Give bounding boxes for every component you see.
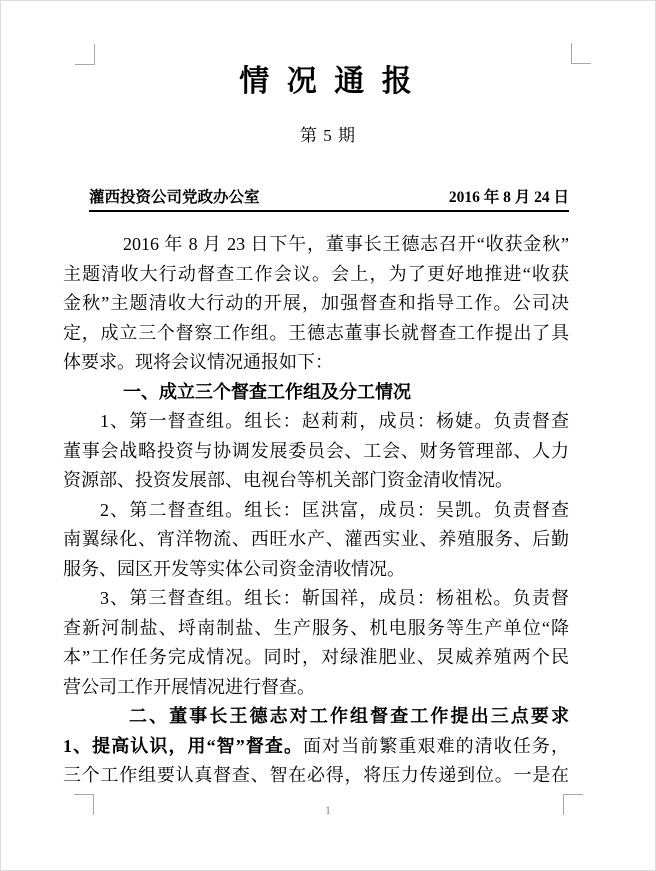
body-text: 1、第一督查组。组长：赵莉莉，成员：杨婕。负责督查 [100, 411, 569, 431]
body-text: 2016 年 8 月 23 日下午，董事长王德志召开“收获金秋” [123, 234, 569, 254]
body-line [63, 289, 569, 319]
body-text: 资源部、投资发展部、电视台等机关部门资金清收情况。 [63, 470, 513, 490]
body-line [63, 437, 569, 467]
masthead [89, 185, 569, 207]
body-text: 查新河制盐、埒南制盐、生产服务、机电服务等生产单位“降 [63, 617, 569, 638]
body-line [63, 614, 569, 644]
body-line [63, 555, 569, 585]
body-line [63, 496, 569, 526]
masthead-date: 2016 年 8 月 24 日 [448, 189, 569, 206]
body-line [63, 230, 569, 260]
body-line [63, 761, 569, 791]
body-text-bold: 一、成立三个督查工作组及分工情况 [123, 381, 411, 402]
body-text: 三个工作组要认真督查、智在必得，将压力传递到位。一是在 [63, 765, 569, 785]
body-text-bold: 二、董事长王德志对工作组督查工作提出三点要求 [129, 706, 569, 726]
document-body [63, 230, 569, 791]
masthead-issuer: 灌西投资公司党政办公室 [89, 189, 260, 206]
body-text: 本”工作任务完成情况。同时，对绿淮肥业、炅威养殖两个民 [63, 647, 569, 667]
body-line [63, 732, 569, 762]
body-line [63, 702, 569, 732]
document-title: 情 况 通 报 [239, 65, 417, 98]
body-line [63, 260, 569, 290]
body-line [63, 378, 569, 408]
body-text-bold: 1、提高认识，用“智”督查。 [63, 735, 304, 756]
masthead-rule [89, 210, 569, 212]
body-text: 金秋”主题清收大行动的开展，加强督查和指导工作。公司决 [63, 293, 569, 313]
body-line [63, 348, 569, 378]
body-text: 营公司工作开展情况进行督查。 [63, 676, 315, 697]
body-text: 面对当前繁重艰难的清收任务， [303, 735, 570, 756]
body-line [63, 584, 569, 614]
body-text: 2、第二督查组。组长：匡洪富，成员：吴凯。负责督查 [100, 499, 569, 520]
body-line [63, 319, 569, 349]
issue-number: 第 5 期 [300, 126, 356, 145]
body-text: 董事会战略投资与协调发展委员会、工会、财务管理部、人力 [63, 440, 569, 461]
page-number: 1 [325, 803, 331, 817]
body-text: 主题清收大行动督查工作会议。会上，为了更好地推进“收获 [63, 263, 569, 284]
body-text: 体要求。现将会议情况通报如下： [63, 352, 333, 372]
body-line [63, 643, 569, 673]
body-line [63, 466, 569, 496]
body-text: 南翼绿化、宵洋物流、西旺水产、灌西实业、养殖服务、后勤 [63, 529, 569, 549]
body-text: 定，成立三个督察工作组。王德志董事长就督查工作提出了具 [63, 322, 569, 343]
body-line [63, 407, 569, 437]
body-text: 服务、园区开发等实体公司资金清收情况。 [63, 558, 405, 579]
body-line [63, 673, 569, 703]
body-text: 3、第三督查组。组长：靳国祥，成员：杨祖松。负责督 [100, 588, 569, 608]
body-line [63, 525, 569, 555]
